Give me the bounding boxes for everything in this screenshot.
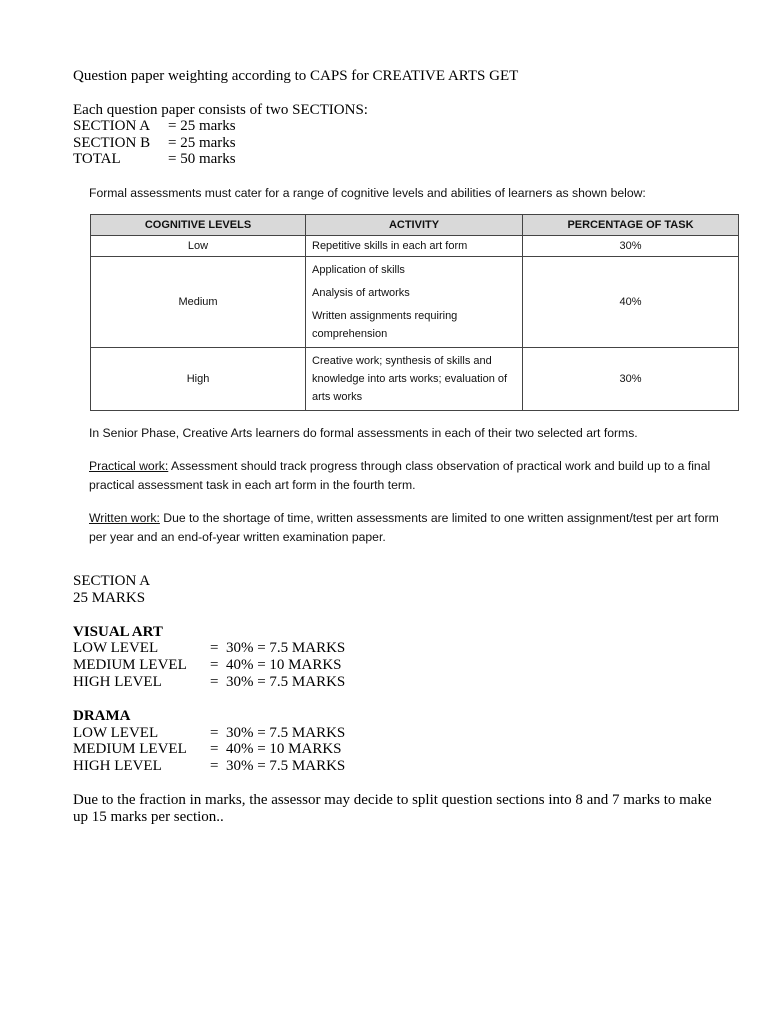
activity-cell	[306, 257, 523, 348]
level-label: MEDIUM LEVEL	[73, 741, 187, 758]
level-value: = 30% = 7.5 MARKS	[210, 724, 346, 741]
section-a-title: SECTION A	[73, 573, 151, 589]
written-work-paragraph	[89, 509, 739, 547]
activity-cell: Creative work; synthesis of skills and knowledge into arts works; evaluation of arts works	[306, 348, 523, 411]
level-label: MEDIUM LEVEL	[73, 657, 187, 674]
level-row	[73, 758, 713, 775]
level-cell: Medium	[91, 257, 306, 348]
document-header	[73, 68, 733, 168]
total-row	[73, 151, 733, 168]
section-a-marks: 25 MARKS	[73, 589, 146, 606]
level-row	[73, 674, 713, 691]
level-value: = 30% = 7.5 MARKS	[210, 673, 346, 690]
level-row	[73, 741, 713, 758]
percent-cell: 40%	[523, 257, 739, 348]
practical-work-paragraph	[89, 457, 739, 495]
document-title: Question paper weighting according to CAPS for CREATIVE ARTS GET	[73, 68, 519, 84]
table-header-cell: COGNITIVE LEVELS	[91, 215, 306, 236]
sections-intro: Each question paper consists of two SECTIONS:	[73, 101, 368, 118]
level-label: LOW LEVEL	[73, 640, 159, 657]
table-header-row	[91, 215, 739, 236]
level-value: = 30% = 7.5 MARKS	[210, 640, 346, 657]
embedded-caps-image	[89, 186, 739, 547]
image-intro: Formal assessments must cater for a range of cognitive levels and abilities of learners as shown below:	[89, 186, 646, 200]
written-work-label: Written work:	[89, 511, 160, 525]
table-row	[91, 236, 739, 257]
section-a-breakdown	[73, 573, 713, 826]
percent-cell: 30%	[523, 348, 739, 411]
section-value: = 25 marks	[168, 134, 236, 151]
level-row	[73, 640, 713, 657]
section-b-row	[73, 135, 733, 152]
section-a-row	[73, 118, 733, 135]
senior-phase-paragraph: In Senior Phase, Creative Arts learners do formal assessments in each of their two selected art forms.	[89, 426, 638, 440]
practical-work-text: Assessment should track progress through class observation of practical work and build up to a final practical assessment task in each art form in the fourth term.	[89, 459, 711, 492]
level-row	[73, 657, 713, 674]
group-heading-drama: DRAMA	[73, 707, 131, 724]
percent-cell: 30%	[523, 236, 739, 257]
table-row	[91, 348, 739, 411]
level-value: = 40% = 10 MARKS	[210, 741, 342, 758]
table-header-cell: ACTIVITY	[306, 215, 523, 236]
activity-item: Application of skills	[312, 264, 405, 276]
table-header-cell: PERCENTAGE OF TASK	[523, 215, 739, 236]
level-value: = 30% = 7.5 MARKS	[210, 758, 346, 775]
section-label: TOTAL	[73, 151, 121, 168]
fraction-note: Due to the fraction in marks, the assessor may decide to split question sections into 8 and 7 marks to make up 15 marks per section..	[73, 791, 712, 825]
activity-item: Written assignments requiring comprehension	[312, 310, 458, 340]
group-heading-visual-art: VISUAL ART	[73, 623, 163, 640]
section-label: SECTION B	[73, 134, 151, 151]
section-value: = 25 marks	[168, 118, 236, 135]
activity-cell: Repetitive skills in each art form	[306, 236, 523, 257]
section-value: = 50 marks	[168, 151, 236, 168]
written-work-text: Due to the shortage of time, written assessments are limited to one written assignment/test per art form per year and an end-of-year written examination paper.	[89, 511, 719, 544]
activity-item: Analysis of artworks	[312, 287, 410, 299]
table-row	[91, 257, 739, 348]
level-row	[73, 725, 713, 742]
level-cell: High	[91, 348, 306, 411]
practical-work-label: Practical work:	[89, 459, 169, 473]
level-value: = 40% = 10 MARKS	[210, 657, 342, 674]
level-label: HIGH LEVEL	[73, 673, 162, 690]
level-label: LOW LEVEL	[73, 724, 159, 741]
level-cell: Low	[91, 236, 306, 257]
level-label: HIGH LEVEL	[73, 758, 162, 775]
section-label: SECTION A	[73, 118, 151, 135]
cognitive-levels-table	[90, 214, 739, 411]
